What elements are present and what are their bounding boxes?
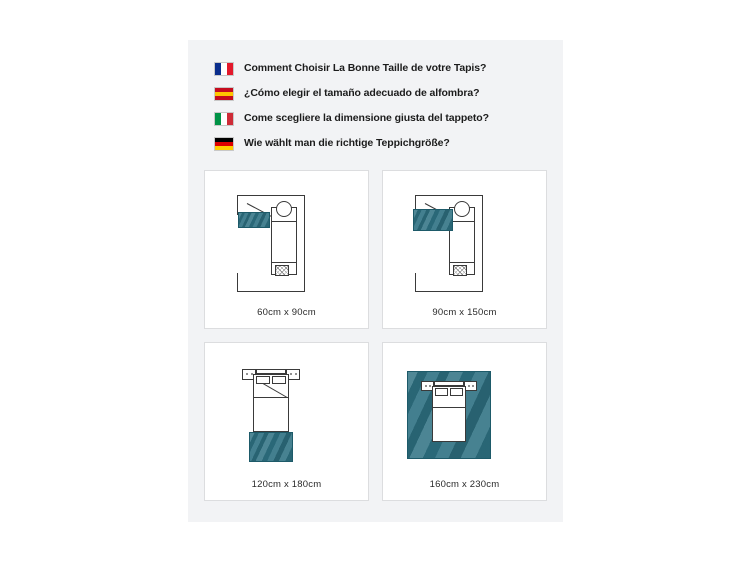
heading-text-spanish: ¿Cómo elegir el tamaño adecuado de alfombra? [244, 87, 480, 100]
bed-cover [253, 397, 289, 432]
room-line-bottom [237, 291, 305, 292]
room-line-left-bottom [415, 273, 416, 292]
pillow [454, 201, 470, 217]
card-bedside-runner-60x90[interactable] [204, 170, 369, 329]
heading-row-italian [214, 112, 543, 126]
card-caption-120x180: 120cm x 180cm [251, 479, 322, 490]
room-line-left-bottom [237, 273, 238, 292]
cards-grid [188, 170, 563, 517]
heading-text-french: Comment Choisir La Bonne Taille de votre Tapis? [244, 62, 487, 75]
rug-shape [413, 209, 453, 231]
rug-size-guide-infographic [188, 40, 563, 522]
card-under-bed-160x230[interactable] [382, 342, 547, 501]
pillow-left [256, 376, 270, 384]
room-line-right [304, 195, 305, 291]
diagram-under-bed [389, 353, 540, 479]
card-caption-90x150: 90cm x 150cm [432, 307, 497, 318]
card-foot-of-bed-120x180[interactable] [204, 342, 369, 501]
heading-row-french [214, 62, 543, 76]
flag-spain-icon [214, 87, 234, 101]
headings-block [188, 40, 563, 170]
nightstand-hatch [453, 265, 467, 276]
heading-row-spanish [214, 87, 543, 101]
diagram-bedside-runner-large [389, 181, 540, 307]
pillow-right [450, 388, 463, 396]
card-caption-160x230: 160cm x 230cm [429, 479, 500, 490]
pillow-right [272, 376, 286, 384]
heading-row-german [214, 137, 543, 151]
pillow-left [435, 388, 448, 396]
flag-italy-icon [214, 112, 234, 126]
card-bedside-runner-90x150[interactable] [382, 170, 547, 329]
diagram-foot-of-bed [211, 353, 362, 479]
pillow [276, 201, 292, 217]
flag-germany-icon [214, 137, 234, 151]
heading-text-italian: Come scegliere la dimensione giusta del tappeto? [244, 112, 489, 125]
flag-france-icon [214, 62, 234, 76]
bed-sheet-fold [271, 221, 297, 263]
rug-shape [238, 212, 270, 228]
room-line-right [482, 195, 483, 291]
room-line-top [237, 195, 305, 196]
diagram-bedside-runner-small [211, 181, 362, 307]
room-line-top [415, 195, 483, 196]
nightstand-hatch [275, 265, 289, 276]
rug-shape [249, 432, 293, 462]
bed-cover [432, 407, 466, 442]
room-line-bottom [415, 291, 483, 292]
heading-text-german: Wie wählt man die richtige Teppichgröße? [244, 137, 450, 150]
card-caption-60x90: 60cm x 90cm [257, 307, 316, 318]
